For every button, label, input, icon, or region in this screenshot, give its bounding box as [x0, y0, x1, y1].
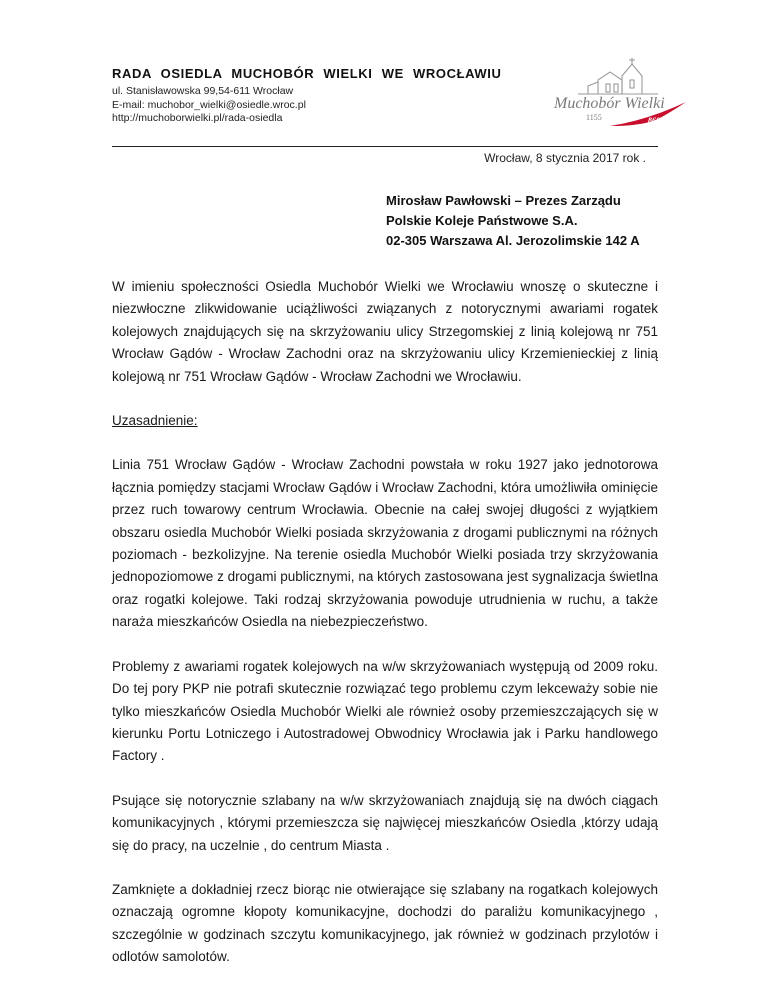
logo-year-text: 1155: [586, 113, 602, 122]
letterhead: [112, 66, 552, 126]
organization-email: E-mail: muchobor_wielki@osiedle.wroc.pl: [112, 98, 306, 111]
recipient-block: [386, 191, 640, 251]
intro-paragraph: W imieniu społeczności Osiedla Muchobór Wielki we Wrocławiu wnoszę o skuteczne i niezwłoczne zlikwidowanie uciążliwości związanych z notorycznymi awariami rogatek kolejowych znajdujących się na skrzyżowaniu ulicy Strzegomskiej z linią kolejową nr 751 Wrocław Gądów - Wrocław Zachodni oraz na skrzyżowaniu ulicy Krzemienieckiej z linią kolejową nr 751 Wrocław Gądów - Wrocław Zachodni we Wrocławiu.: [112, 279, 658, 384]
church-logo-icon: [548, 54, 690, 134]
justification-heading: Uzasadnienie:: [112, 413, 198, 429]
recipient-name: Mirosław Pawłowski – Prezes Zarządu: [386, 193, 621, 208]
organization-name: RADA OSIEDLA MUCHOBÓR WIELKI WE WROCŁAWIU: [112, 66, 502, 81]
organization-website: http://muchoborwielki.pl/rada-osiedla: [112, 112, 283, 124]
recipient-company: Polskie Koleje Państwowe S.A.: [386, 213, 578, 228]
paragraph-consequences: Zamknięte a dokładniej rzecz biorąc nie otwierające się szlabany na rogatkach kolejowych oznaczają ogromne kłopoty komunikacyjne, dochodzi do paraliżu komunikacyjnego , szczególnie w godzinach szczytu komunikacyjnego, jak również w godzinach przylotów i odlotów samolotów.: [112, 881, 658, 965]
letter-body: [112, 276, 658, 991]
logo-name-text: Muchobór Wielki: [554, 95, 665, 112]
letter-date: Wrocław, 8 stycznia 2017 rok .: [484, 151, 646, 165]
organization-address: ul. Stanisławowska 99,54-611 Wrocław: [112, 85, 294, 97]
paragraph-history: Linia 751 Wrocław Gądów - Wrocław Zachodni powstała w roku 1927 jako jednotorowa łącznia pomiędzy stacjami Wrocław Gądów i Wrocław Zachodni, która umożliwiła ominięcie przez ruch towarowy centrum Wrocławia. Obecnie na całej swojej długości z wyjątkiem obszaru osiedla Muchobór Wielki posiada skrzyżowania z drogami publicznymi na różnych poziomach - bezkolizyjne. Na terenie osiedla Muchobór Wielki posiada trzy skrzyżowania jednopoziomowe z drogami publicznymi, na których zastosowana jest sygnalizacja świetlna oraz rogatki kolejowe. Taki rodzaj skrzyżowania powoduje utrudnienia w ruchu, a także naraża mieszkańców Osiedla na niebezpieczeństwo.: [112, 457, 658, 630]
recipient-address: 02-305 Warszawa Al. Jerozolimskie 142 A: [386, 233, 640, 248]
header-divider: [112, 146, 658, 147]
paragraph-problems: Problemy z awariami rogatek kolejowych na w/w skrzyżowaniach występują od 2009 roku. Do tej pory PKP nie potrafi skutecznie rozwiązać tego problemu czym lekceważy sobie nie tylko mieszkańców Osiedla Muchobór Wielki ale również osoby przemieszczających się w kierunku Portu Lotniczego i Autostradowej Obwodnicy Wrocławia jak i Parku handlowego Factory .: [112, 658, 658, 764]
logo-badge-text: 860 lat: [648, 116, 671, 125]
paragraph-routes: Psujące się notorycznie szlabany na w/w skrzyżowaniach znajdują się na dwóch ciągach komunikacyjnych , którymi przemieszcza się najwięcej mieszkańców Osiedla ,którzy udają się do pracy, na uczelnie , do centrum Miasta .: [112, 792, 658, 853]
muchobor-wielki-logo: [548, 54, 690, 134]
